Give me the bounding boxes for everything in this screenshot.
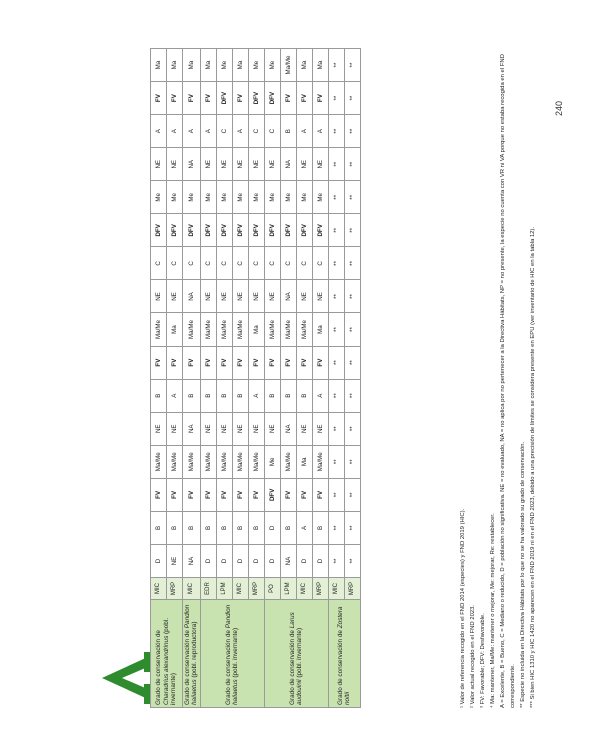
table-cell: FV [232,478,248,511]
table-cell: ** [344,346,360,379]
table-cell: ** [344,478,360,511]
table-cell: Me [216,49,232,82]
table-cell: D [264,544,280,577]
table-cell: NE [312,148,328,181]
table-cell: Ma/Me [216,313,232,346]
table-cell: A [312,115,328,148]
table-cell: DFV [296,214,312,247]
table-cell: A [151,115,167,148]
table-cell: FV [248,346,264,379]
table-cell: NE [167,280,183,313]
table-cell: ** [328,313,344,346]
table-cell: Ma [312,49,328,82]
table-cell: NE [296,148,312,181]
table-cell: Me [248,181,264,214]
table-cell: Ma [296,445,312,478]
table-cell: Ma/Me [167,445,183,478]
table-cell: Ma/Me [232,313,248,346]
table-cell: NE [264,148,280,181]
table-cell: Me [248,49,264,82]
table-cell: FV [183,82,201,115]
table-cell: ** [328,412,344,445]
table-cell: B [296,379,312,412]
table-cell: Ma/Me [200,313,216,346]
table-cell: A [167,115,183,148]
footnote: ² Valor actual recogido en el FND 2023. [470,604,476,708]
table-cell: FV [216,478,232,511]
source-code-cell: MRP [248,578,264,600]
table-cell: ** [328,82,344,115]
table-cell: NE [167,148,183,181]
table-cell: Ma/Me [248,445,264,478]
table-cell: B [232,511,248,544]
table-cell: FV [296,82,312,115]
table-row [151,49,167,708]
source-code-cell: MRP [344,578,360,600]
footnote: ** Especie no incluida en la Directiva Hábitats por lo que no se ha valorado su grado de conservación. [520,441,526,708]
table-cell: Ma/Me [183,445,201,478]
table-cell: NE [232,280,248,313]
table-cell: A [183,115,201,148]
table-cell: DFV [151,214,167,247]
table-cell: Me [151,181,167,214]
table-cell: FV [167,82,183,115]
table-cell: DFV [280,214,296,247]
table-cell: NA [183,280,201,313]
table-cell: C [167,247,183,280]
table-cell: NA [183,148,201,181]
table-cell: C [264,247,280,280]
table-cell: B [216,511,232,544]
table-cell: NE [232,148,248,181]
table-cell: NE [216,148,232,181]
species-label: Grado de conservación de Charadrius alexandrinus (pobl. invernante) [151,600,183,708]
table-cell: FV [200,478,216,511]
table-cell: DFV [167,214,183,247]
table-cell: NE [248,148,264,181]
table-cell: Ma/Me [200,445,216,478]
table-cell: NE [248,412,264,445]
source-code-cell: MIC [232,578,248,600]
footnote: ³ FV: Favorable; DFV: Desfavorable. [480,613,486,708]
species-label: Grado de conservación de Larus audouinii (pobl. invernante) [264,600,328,708]
table-cell: ** [344,181,360,214]
table-cell: NE [312,280,328,313]
table-cell: FV [280,346,296,379]
source-code-cell: LPM [216,578,232,600]
table-cell: ** [344,445,360,478]
table-cell: FV [167,478,183,511]
table-cell: A [200,115,216,148]
table-cell: ** [344,82,360,115]
table-cell: FV [200,82,216,115]
table-cell: NE [264,412,280,445]
table-cell: ** [328,247,344,280]
table-cell: FV [312,346,328,379]
table-cell: NE [312,412,328,445]
table-cell: ** [344,412,360,445]
table-cell: DFV [183,214,201,247]
source-code-cell: MIC [296,578,312,600]
table-cell: DFV [200,214,216,247]
table-cell: D [216,544,232,577]
table-cell: FV [167,346,183,379]
table-cell: C [216,115,232,148]
table-cell: ** [344,247,360,280]
table-cell: B [151,511,167,544]
table-cell: ** [344,49,360,82]
source-code-cell: MRP [312,578,328,600]
table-cell: FV [151,478,167,511]
table-cell: NE [167,544,183,577]
table-cell: ** [328,544,344,577]
table-cell: ** [344,115,360,148]
source-code-cell: LPM [280,578,296,600]
table-row [200,49,216,708]
table-cell: ** [344,379,360,412]
table-cell: Ma [296,49,312,82]
table-cell: DFV [232,214,248,247]
table-cell: Ma [312,313,328,346]
table-cell: Ma [248,313,264,346]
footnotes [458,48,538,708]
table-cell: Ma/Me [264,313,280,346]
table-cell: D [264,511,280,544]
table-cell: FV [183,478,201,511]
table-cell: B [264,379,280,412]
table-cell: D [312,544,328,577]
table-cell: C [248,115,264,148]
table-cell: FV [280,82,296,115]
junta-andalucia-logo-icon [98,648,152,708]
table-cell: ** [344,313,360,346]
table-cell: NE [151,280,167,313]
page-number: 240 [554,100,564,116]
footnote: A = Excelente, B = Bueno, C = Mediano o reducido, D = población no significativa. NE = no evaluado, NA = no aplica por no pertenecer a la Directiva Hábitats, NP = no presente, la especie no cuenta con VR ni VA porque no estaba recogida en el FND correspondiente. [500,54,516,708]
table-cell: D [200,544,216,577]
table-cell: B [183,511,201,544]
table-cell: ** [344,544,360,577]
conservation-table [150,48,361,708]
table-cell: FV [264,346,280,379]
source-code-cell: PO [264,578,280,600]
table-cell: Ma [167,49,183,82]
table-cell: Ma/Me [151,313,167,346]
table-cell: Ma [183,49,201,82]
table-cell: NE [151,412,167,445]
table-cell: B [183,379,201,412]
table-cell: A [296,511,312,544]
table-cell: B [216,379,232,412]
table-cell: A [232,115,248,148]
table-cell: C [248,247,264,280]
table-cell: ** [328,49,344,82]
table-cell: FV [200,346,216,379]
table-cell: ** [344,280,360,313]
table-cell: DFV [248,214,264,247]
table-cell: Ma/Me [280,313,296,346]
table-cell: FV [296,346,312,379]
table-cell: FV [280,478,296,511]
table-cell: NE [200,412,216,445]
table-cell: FV [232,82,248,115]
table-cell: C [151,247,167,280]
table-cell: Ma/Me [280,49,296,82]
table-cell: NE [248,280,264,313]
table-cell: D [296,544,312,577]
table-cell: FV [151,346,167,379]
table-cell: ** [328,478,344,511]
table-cell: Me [312,181,328,214]
table-cell: NA [183,544,201,577]
table-cell: Me [264,181,280,214]
table-cell: ** [344,148,360,181]
table-cell: Me [200,181,216,214]
table-cell: B [280,511,296,544]
table-row [328,49,344,708]
table-cell: Me [280,181,296,214]
table-cell: Me [264,445,280,478]
source-code-cell: MIC [328,578,344,600]
table-cell: Ma [151,49,167,82]
table-cell: FV [183,346,201,379]
table-cell: C [280,247,296,280]
footnote: ⁴ Ma: mantener, Ma/Me: mantener o mejorar, Me: mejorar, Re: restablecer. [490,513,496,708]
table-cell: ** [344,511,360,544]
table-cell: Ma/Me [312,445,328,478]
table-cell: NE [200,148,216,181]
table-cell: C [200,247,216,280]
table-cell: FV [296,478,312,511]
table-cell: NA [280,544,296,577]
table-cell: Ma [167,313,183,346]
table-cell: C [312,247,328,280]
table-cell: ** [328,511,344,544]
table-cell: FV [151,82,167,115]
table-cell: NE [296,280,312,313]
table-cell: Ma/Me [183,313,201,346]
table-cell: A [248,379,264,412]
table-cell: DFV [216,82,232,115]
table-cell: B [232,379,248,412]
table-cell: NE [232,412,248,445]
table-cell: DFV [264,82,280,115]
table-cell: FV [232,346,248,379]
table-row [264,49,280,708]
table-cell: DFV [264,214,280,247]
table-cell: Ma [232,49,248,82]
table-cell: A [312,379,328,412]
species-label: Grado de conservación de Pandion haliaetus (pobl. reproductora) [183,600,201,708]
source-code-cell: MIC [183,578,201,600]
table-cell: FV [312,82,328,115]
table-cell: NA [183,412,201,445]
table-body [151,49,361,708]
source-code-cell: MRP [167,578,183,600]
table-cell: DFV [264,478,280,511]
table-cell: NE [167,412,183,445]
source-code-cell: MIC [151,578,167,600]
table-cell: FV [216,346,232,379]
table-cell: Ma/Me [232,445,248,478]
table-cell: B [200,511,216,544]
table-cell: D [232,544,248,577]
table-cell: B [200,379,216,412]
table-cell: Me [183,181,201,214]
table-cell: C [296,247,312,280]
table-cell: NE [296,412,312,445]
table-cell: Me [264,49,280,82]
table-cell: ** [328,280,344,313]
table-cell: DFV [312,214,328,247]
table-cell: C [232,247,248,280]
table-cell: C [264,115,280,148]
table-cell: Me [232,181,248,214]
table-row [183,49,201,708]
source-code-cell: EDR [200,578,216,600]
table-cell: D [248,544,264,577]
table-cell: ** [328,214,344,247]
table-cell: Ma [200,49,216,82]
footnote: ¹ Valor de referencia recogido en el FND 2014 (especies) y FND 2019 (HIC). [460,508,466,708]
table-cell: FV [248,478,264,511]
table-cell: Me [296,181,312,214]
table-cell: ** [328,346,344,379]
table-cell: B [312,511,328,544]
table-cell: Ma/Me [296,313,312,346]
table-cell: ** [328,379,344,412]
table-cell: NA [280,412,296,445]
table-cell: B [248,511,264,544]
table-cell: NE [200,280,216,313]
table-cell: ** [328,181,344,214]
species-label: Grado de conservación de Zostera noltii [328,600,360,708]
table-cell: C [216,247,232,280]
table-cell: FV [312,478,328,511]
species-label: Grado de conservación de Pandion haliaetus (pobl. invernante) [200,600,264,708]
table-cell: Me [167,181,183,214]
table-cell: NE [216,412,232,445]
table-cell: NA [280,280,296,313]
table-cell: B [167,511,183,544]
table-cell: A [167,379,183,412]
table-cell: A [296,115,312,148]
table-cell: C [183,247,201,280]
table-cell: B [280,379,296,412]
footnote: *** Si bien HIC 1310 y HIC 1420 no aparecen en el FND 2019 ni en el FND 2023, debido a una precisión de límites se considera presente en EPU (ver inventario de HIC en la tabla 12). [530,226,536,708]
table-cell: DFV [216,214,232,247]
table-cell: B [151,379,167,412]
table-cell: NE [151,148,167,181]
table-cell: ** [344,214,360,247]
table-cell: NE [216,280,232,313]
table-cell: NA [280,148,296,181]
table-cell: ** [328,115,344,148]
table-cell: Ma/Me [216,445,232,478]
table-cell: NE [264,280,280,313]
table-cell: Ma/Me [280,445,296,478]
table-cell: Ma/Me [151,445,167,478]
table-cell: ** [328,148,344,181]
table-cell: Me [216,181,232,214]
table-cell: DFV [248,82,264,115]
table-cell: ** [328,445,344,478]
table-cell: D [151,544,167,577]
table-cell: B [280,115,296,148]
